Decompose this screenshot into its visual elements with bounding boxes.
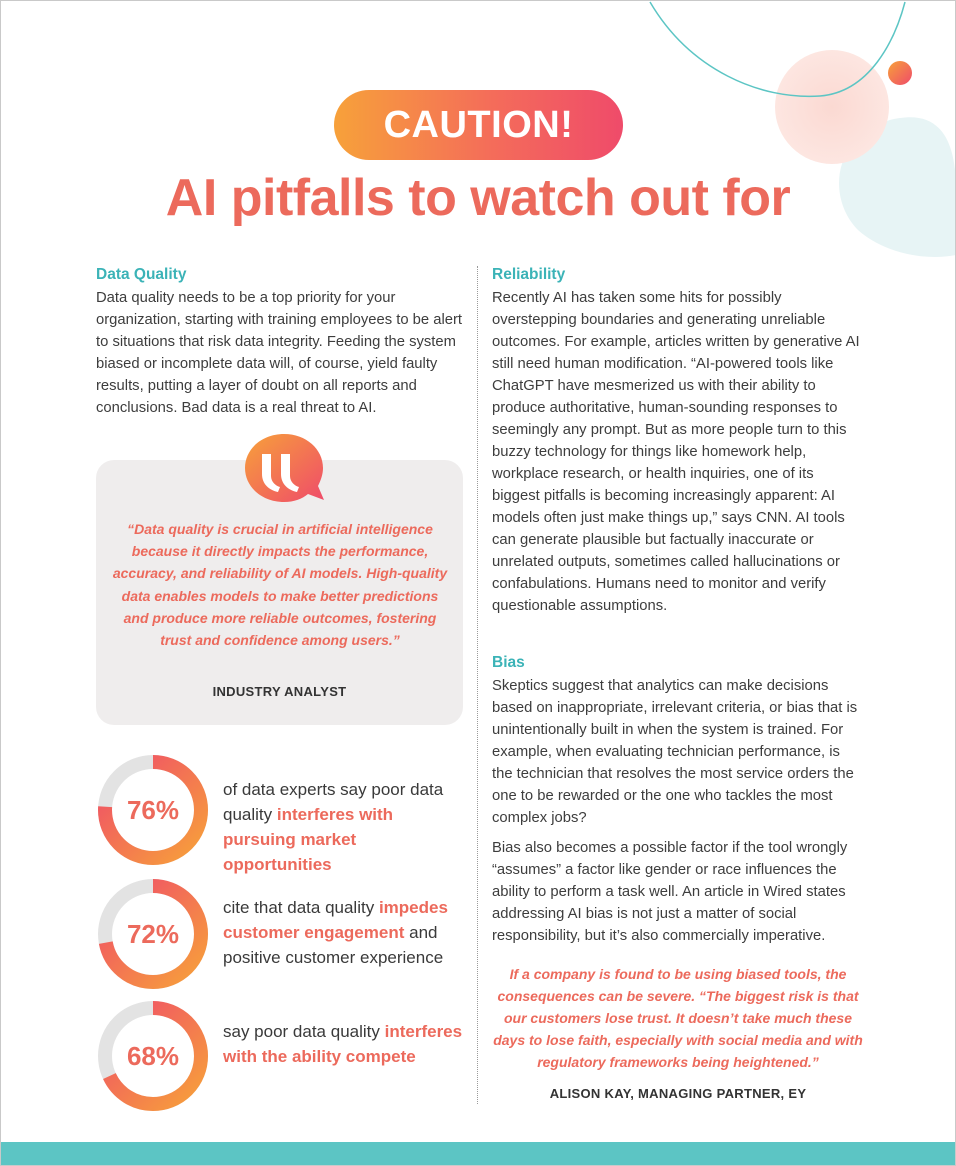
stat-value: 68% [126,1040,180,1071]
analyst-quote-attribution: INDUSTRY ANALYST [212,684,347,699]
stat-text-highlight: interferes with the ability compete [223,1022,463,1066]
stat-item [96,999,466,1115]
stat-description [223,1019,468,1069]
teal-curve [650,2,905,96]
peach-circle [775,50,889,164]
bias-heading: Bias [492,654,525,671]
page-title: AI pitfalls to watch out for [165,169,791,227]
bias-quote-text: If a company is found to be using biased tools, the consequences can be severe. “The biggest risk is that our customers lose trust. It doesn’t take much these days to lose faith, especially with social media and with regulatory frameworks being heightened.” [493,966,863,1070]
reliability-heading: Reliability [492,266,566,283]
data-quality-section [96,265,462,419]
analyst-quote-text: “Data quality is crucial in artificial intelligence because it directly impacts the performance, accuracy, and reliability of AI models. High-quality data enables models to make better predictions and produce more reliable outcomes, fostering trust and confidence among users.” [112,521,448,649]
data-quality-heading: Data Quality [96,266,187,283]
data-quality-body: Data quality needs to be a top priority for your organization, starting with training employees to be alert to situations that risk data integrity. Feeding the system biased or incomplete data will, of course, yield faulty results, putting a layer of doubt on all reports and conclusions. Bad data is a real threat to AI. [96,290,463,416]
stat-text-tail: and positive customer experience [223,923,444,967]
stat-value: 76% [126,794,180,825]
stat-description [223,777,468,877]
stat-text-highlight: interferes with pursuing market opportunities [223,805,394,874]
stat-description [223,895,468,970]
stat-item [96,877,466,993]
stat-value: 72% [126,918,180,949]
stat-text-plain: cite that data quality [223,898,379,917]
orange-dot [888,61,912,85]
column-divider [477,266,478,1104]
caution-badge [334,90,623,160]
bias-body-2: Bias also becomes a possible factor if the tool wrongly “assumes” a factor like gender or race influences the ability to perform a task well. An article in Wired states addressing AI bias is not just a matter of social responsibility, but it’s also commercially imperative. [492,840,848,944]
caution-badge-label: CAUTION! [383,103,574,146]
stat-text-highlight: impedes customer engagement [223,898,448,942]
quote-bubble-icon [242,432,326,504]
right-column [492,265,864,947]
bias-quote-attribution: ALISON KAY, MANAGING PARTNER, EY [549,1086,807,1101]
stat-text-plain: say poor data quality [223,1022,385,1041]
footer-band [0,1142,956,1166]
reliability-body: Recently AI has taken some hits for possibly overstepping boundaries and generating unreliable outcomes. For example, articles written by generative AI still need human modification. “AI-powered tools like ChatGPT have mesmerized us with their ability to produce authoritative, human-sounding responses to seemingly any prompt. But as more people turn to this buzzy technology for things like homework help, workplace research, or health inquiries, one of its biggest pitfalls is becoming increasingly apparent: AI models often just make things up,” says CNN. AI tools can generate plausible but factually inaccurate or unrelated outputs, sometimes called hallucinations or confabulations. Humans need to monitor and verify questionable assumptions. [492,290,860,614]
bias-body-1: Skeptics suggest that analytics can make decisions based on inappropriate, irrelevant criteria, or bias that is unintentionally built in when the system is trained. For example, when evaluating technician performance, is the technician that resolves the most service orders the one to be rewarded or the one who tackles the most complex jobs? [492,678,858,826]
stat-text-plain: of data experts say poor data quality [223,780,444,824]
stat-item [96,753,466,874]
